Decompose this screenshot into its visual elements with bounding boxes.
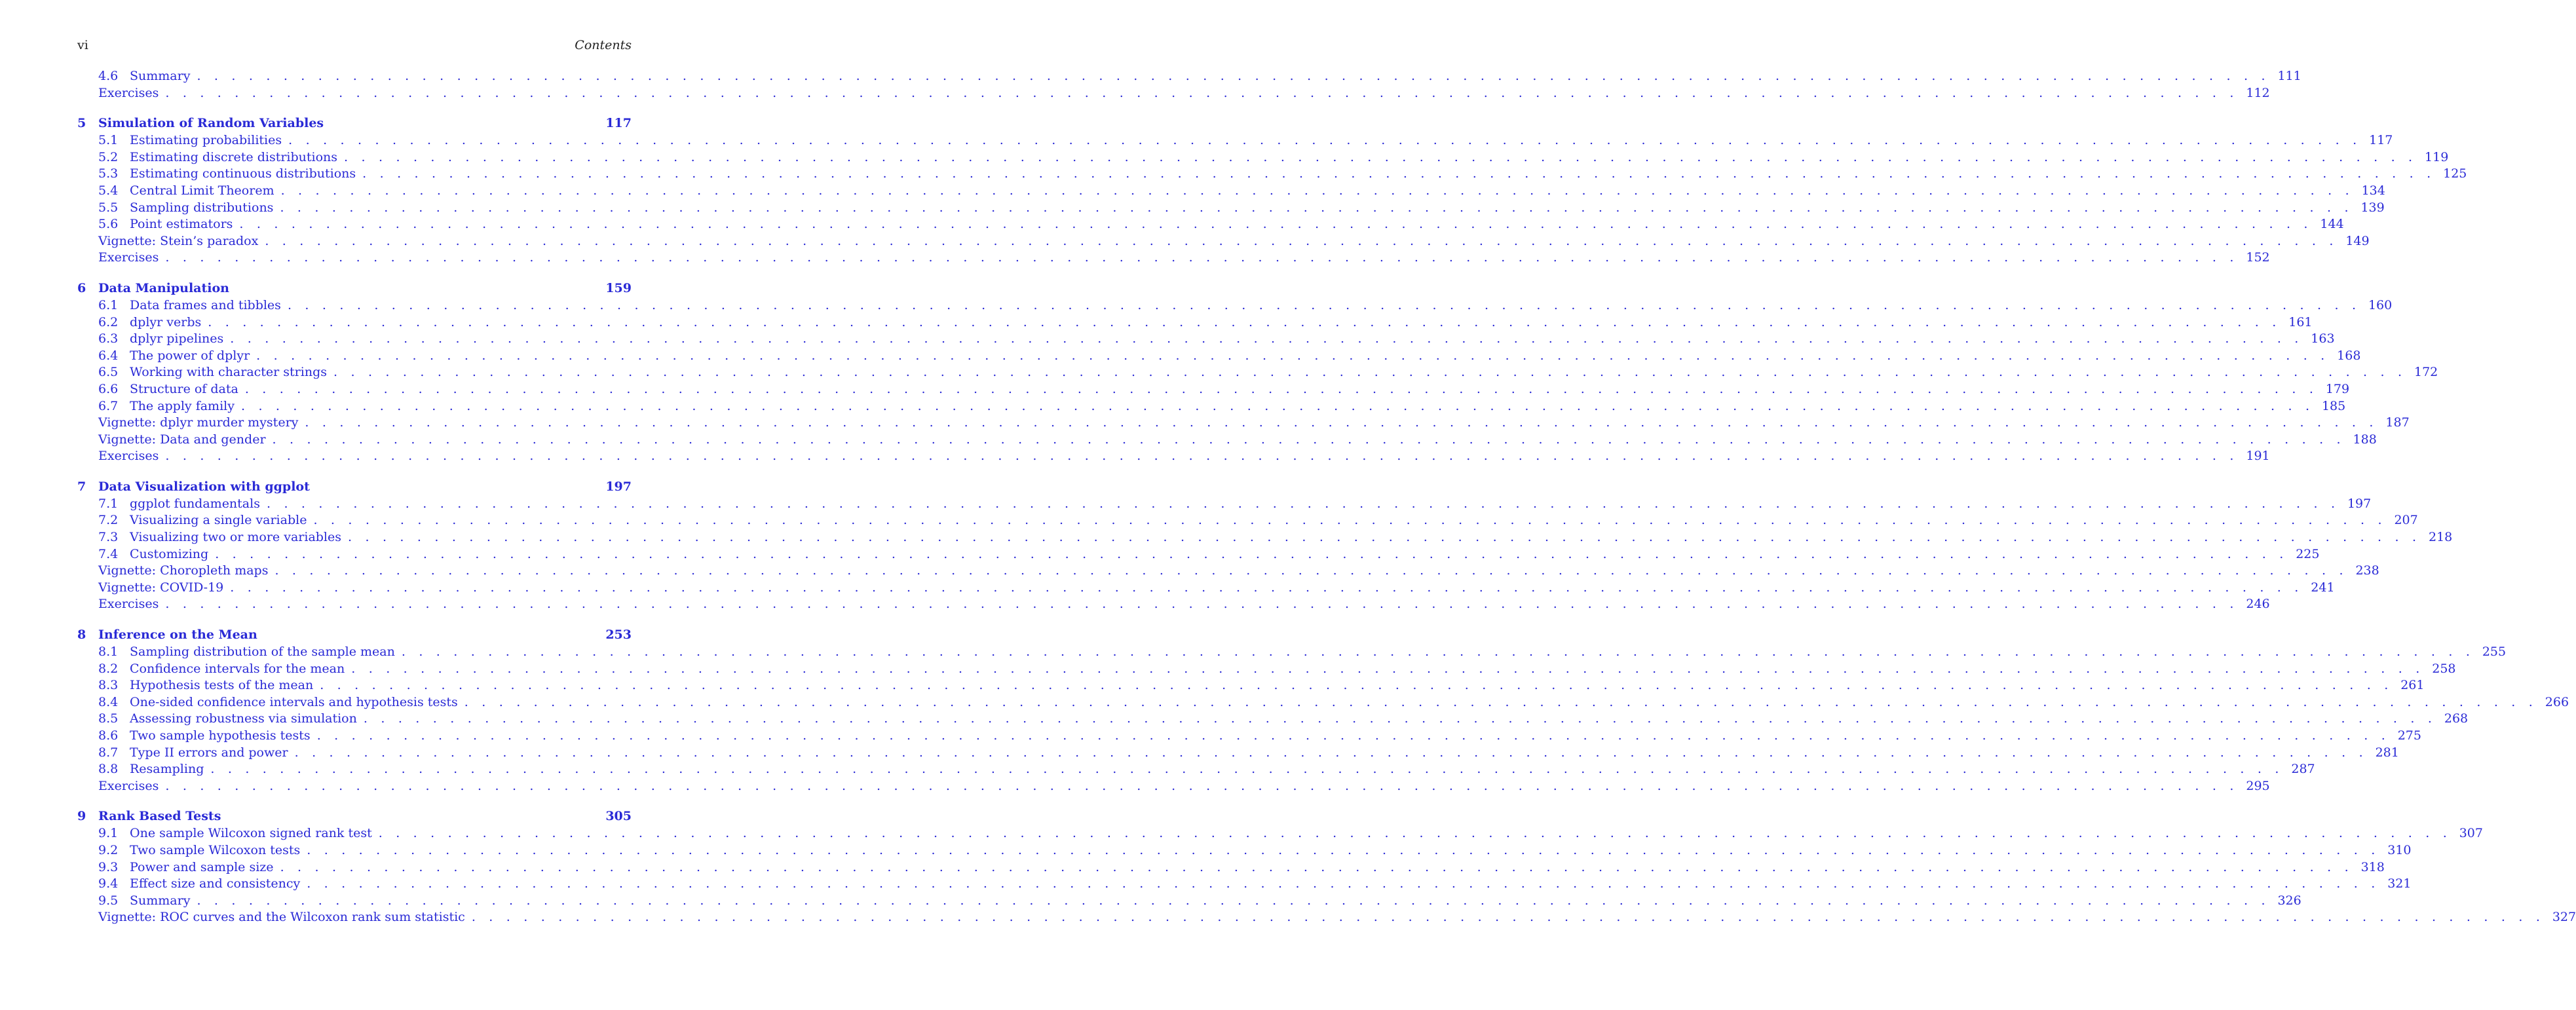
toc-entry-page: 268 (2444, 711, 2469, 726)
toc-entry-page: 197 (605, 479, 632, 494)
toc-entry-number: 6.6 (98, 381, 119, 396)
dot-leader: . . . . . . . . . . . . . . . . . . . . . . . . . . . . . . . . . . . . . . . . . . . . . . . . . . . . . . . . . . . . . . . . . . . . . . . . . . . . . . . . . . . . . . . . . . . . . . . . . . . . . . . . . . . . . . . . . . . . . . . . (280, 183, 2354, 198)
dot-leader: . . . . . . . . . . . . . . . . . . . . . . . . . . . . . . . . . . . . . . . . . . . . . . . . . . . . . . . . . . . . . . . . . . . . . . . . . . . . . . . . . . . . . . . . . . . . . . . . . . . . . . . . . . . . . . . . . . . . . . . . (165, 597, 2239, 612)
toc-entry-label: One sample Wilcoxon signed rank test (130, 826, 372, 841)
toc-entry-page: 310 (2387, 842, 2412, 857)
toc-entry-number: 9.5 (98, 893, 119, 908)
toc-entry[interactable] (77, 876, 2412, 893)
toc-entry-page: 125 (2443, 166, 2467, 181)
dot-leader: . . . . . . . . . . . . . . . . . . . . . . . . . . . . . . . . . . . . . . . . . . . . . . . . . . . . . . . . . . . . . . . . . . . . . . . . . . . . . . . . . . . . . . . . . . . . . . . . . . . . . . . . . . . . . . . . . . . . . . . . (240, 398, 2315, 413)
dot-leader: . . . . . . . . . . . . . . . . . . . . . . . . . . . . . . . . . . . . . . . . . . . . . . . . . . . . . . . . . . . . . . . . . . . . . . . . . . . . . . . . . . . . . . . . . . . . . . . . . . . . . . . . . . . . . . . . . . . . . . . . (210, 762, 2284, 777)
toc-entry[interactable] (77, 661, 2456, 678)
dot-leader: . . . . . . . . . . . . . . . . . . . . . . . . . . . . . . . . . . . . . . . . . . . . . . . . . . . . . . . . . . . . . . . . . . . . . . . . . . . . . . . . . . . . . . . . . . . . . . . . . . . . . . . . . . . . . . . . . . . . . . . . (230, 331, 2303, 346)
dot-leader: . . . . . . . . . . . . . . . . . . . . . . . . . . . . . . . . . . . . . . . . . . . . . . . . . . . . . . . . . . . . . . . . . . . . . . . . . . . . . . . . . . . . . . . . . . . . . . . . . . . . . . . . . . . . . . . . . . . . . . . . (320, 678, 2393, 693)
toc-entry-number: 9.4 (98, 876, 119, 891)
toc-entry-label: Exercises (98, 597, 159, 612)
dot-leader: . . . . . . . . . . . . . . . . . . . . . . . . . . . . . . . . . . . . . . . . . . . . . . . . . . . . . . . . . . . . . . . . . . . . . . . . . . . . . . . . . . . . . . . . . . . . . . . . . . . . . . . . . . . . . . . . . . . . . . . . (363, 711, 2437, 726)
dot-leader: . . . . . . . . . . . . . . . . . . . . . . . . . . . . . . . . . . . . . . . . . . . . . . . . . . . . . . . . . . . . . . . . . . . . . . . . . . . . . . . . . . . . . . . . . . . . . . . . . . . . . . . . . . . . . . . . . . . . . . . . (362, 166, 2436, 181)
toc-entry-label: Vignette: ROC curves and the Wilcoxon rank sum statistic (98, 910, 465, 925)
toc-entry-number: 5.1 (98, 133, 119, 148)
toc-entry[interactable] (77, 331, 2335, 348)
toc-entry[interactable] (77, 68, 2301, 85)
toc-entry[interactable] (77, 825, 2483, 842)
dot-leader: . . . . . . . . . . . . . . . . . . . . . . . . . . . . . . . . . . . . . . . . . . . . . . . . . . . . . . . . . . . . . . . . . . . . . . . . . . . . . . . . . . . . . . . . . . . . . . . . . . . . . . . . . . . . . . . . . . . . . . . . (401, 645, 2475, 660)
dot-leader: . . . . . . . . . . . . . . . . . . . . . . . . . . . . . . . . . . . . . . . . . . . . . . . . . . . . . . . . . . . . . . . . . . . . . . . . . . . . . . . . . . . . . . . . . . . . . . . . . . . . . . . . . . . . . . . . . . . . . . . . (287, 297, 2361, 312)
dot-leader: . . . . . . . . . . . . . . . . . . . . . . . . . . . . . . . . . . . . . . . . . . . . . . . . . . . . . . . . . . . . . . . . . . . . . . . . . . . . . . . . . . . . . . . . . . . . . . . . . . . . . . . . . . . . . . . . . . . . . . . . (272, 432, 2345, 447)
toc-entry-number: 7.2 (98, 513, 119, 528)
dot-leader: . . . . . . . . . . . . . . . . . . . . . . . . . . . . . . . . . . . . . . . . . . . . . . . . . . . . . . . . . . . . . . . . . . . . . . . . . . . . . . . . . . . . . . . . . . . . . . . . . . . . . . . . . . . . . . . . . . . . . . . . (165, 778, 2239, 793)
toc-entry-label: Exercises (98, 449, 159, 464)
toc-entry-number: 8.6 (98, 728, 119, 743)
dot-leader: . . . . . . . . . . . . . . . . . . . . . . . . . . . . . . . . . . . . . . . . . . . . . . . . . . . . . . . . . . . . . . . . . . . . . . . . . . . . . . . . . . . . . . . . . . . . . . . . . . . . . . . . . . . . . . . . . . . . . . . . (471, 910, 2545, 925)
toc-entry-label: Data frames and tibbles (130, 297, 281, 312)
toc-entry-label: Central Limit Theorem (130, 183, 275, 198)
toc-entry-label: Point estimators (130, 217, 233, 232)
toc-entry-page: 218 (2429, 530, 2453, 545)
toc-entry-page: 117 (605, 116, 632, 131)
toc-entry-number: 7.1 (98, 496, 119, 511)
toc-entry-number: 5.2 (98, 149, 119, 164)
toc-entry-label: The apply family (130, 398, 235, 413)
toc-entry-page: 238 (2355, 563, 2379, 578)
toc-entry-page: 241 (2311, 580, 2335, 595)
dot-leader: . . . . . . . . . . . . . . . . . . . . . . . . . . . . . . . . . . . . . . . . . . . . . . . . . . . . . . . . . . . . . . . . . . . . . . . . . . . . . . . . . . . . . . . . . . . . . . . . . . . . . . . . . . . . . . . . . . . . . . . . (294, 745, 2368, 760)
dot-leader: . . . . . . . . . . . . . . . . . . . . . . . . . . . . . . . . . . . . . . . . . . . . . . . . . . . . . . . . . . . . . . . . . . . . . . . . . . . . . . . . . . . . . . . . . . . . . . . . . . . . . . . . . . . . . . . . . . . . . . . . (313, 513, 2387, 528)
toc-entry-number: 9.2 (98, 842, 119, 857)
toc-entry-label: Customizing (130, 546, 209, 561)
toc-entry-label: Rank Based Tests (98, 809, 221, 824)
dot-leader: . . . . . . . . . . . . . . . . . . . . . . . . . . . . . . . . . . . . . . . . . . . . . . . . . . . . . . . . . . . . . . . . . . . . . . . . . . . . . . . . . . . . . . . . . . . . . . . . . . . . . . . . . . . . . . . . . . . . . . . . (239, 217, 2313, 232)
toc-entry-page: 326 (2277, 893, 2301, 908)
toc-entry[interactable] (77, 496, 2372, 513)
toc-entry-page: 163 (2311, 331, 2335, 346)
toc-entry-number: 4.6 (98, 69, 119, 83)
dot-leader: . . . . . . . . . . . . . . . . . . . . . . . . . . . . . . . . . . . . . . . . . . . . . . . . . . . . . . . . . . . . . . . . . . . . . . . . . . . . . . . . . . . . . . . . . . . . . . . . . . . . . . . . . . . . . . . . . . . . . . . . (256, 348, 2330, 363)
toc-entry-label: Data Visualization with ggplot (98, 479, 310, 494)
toc-entry[interactable] (77, 778, 2270, 795)
toc-entry-page: 255 (2482, 645, 2507, 660)
toc-entry[interactable] (77, 233, 2370, 250)
toc-entry-page: 261 (2400, 678, 2425, 693)
toc-entry-label: Simulation of Random Variables (98, 116, 324, 131)
toc-entry-label: Structure of data (130, 381, 238, 396)
toc-entry[interactable] (77, 297, 2393, 314)
toc-entry-page: 295 (2246, 778, 2270, 793)
dot-leader: . . . . . . . . . . . . . . . . . . . . . . . . . . . . . . . . . . . . . . . . . . . . . . . . . . . . . . . . . . . . . . . . . . . . . . . . . . . . . . . . . . . . . . . . . . . . . . . . . . . . . . . . . . . . . . . . . . . . . . . . (333, 365, 2407, 380)
toc-entry[interactable] (77, 149, 2449, 166)
toc-entry-page: 253 (605, 627, 632, 643)
toc-entry-page: 281 (2375, 745, 2399, 760)
toc-entry-number: 7 (77, 479, 86, 494)
toc-entry-number: 6.4 (98, 348, 119, 363)
toc-entry[interactable] (77, 448, 2270, 465)
toc-entry[interactable] (77, 85, 2270, 102)
toc-entry-label: Assessing robustness via simulation (130, 711, 357, 726)
toc-entry-number: 5.4 (98, 183, 119, 198)
toc-entry[interactable] (77, 381, 2350, 398)
toc-entry-number: 6.1 (98, 297, 119, 312)
toc-entry-label: Estimating continuous distributions (130, 166, 356, 181)
toc-entry-number: 8.4 (98, 694, 119, 709)
toc-entry-page: 185 (2321, 398, 2346, 413)
toc-entry-page: 188 (2353, 432, 2377, 447)
toc-entry[interactable] (77, 761, 2315, 778)
toc-entry-number: 7.3 (98, 530, 119, 545)
toc-entry-number: 9.1 (98, 826, 119, 841)
toc-entry-page: 258 (2432, 661, 2456, 676)
toc-entry-page: 287 (2291, 762, 2315, 777)
dot-leader: . . . . . . . . . . . . . . . . . . . . . . . . . . . . . . . . . . . . . . . . . . . . . . . . . . . . . . . . . . . . . . . . . . . . . . . . . . . . . . . . . . . . . . . . . . . . . . . . . . . . . . . . . . . . . . . . . . . . . . . . (165, 250, 2239, 265)
toc-entry[interactable] (77, 596, 2270, 613)
toc-entry-page: 111 (2277, 69, 2301, 83)
toc-entry[interactable] (77, 745, 2399, 762)
toc-entry[interactable] (77, 166, 2467, 183)
dot-leader: . . . . . . . . . . . . . . . . . . . . . . . . . . . . . . . . . . . . . . . . . . . . . . . . . . . . . . . . . . . . . . . . . . . . . . . . . . . . . . . . . . . . . . . . . . . . . . . . . . . . . . . . . . . . . . . . . . . . . . . . (275, 563, 2348, 578)
toc-entry-page: 207 (2394, 513, 2418, 528)
toc-entry-label: Sampling distributions (130, 200, 274, 215)
toc-entry-page: 172 (2414, 365, 2438, 380)
page-header (77, 38, 632, 55)
toc-entry-page: 305 (605, 809, 632, 824)
toc-entry[interactable] (77, 842, 2412, 859)
toc-entry-label: Summary (130, 69, 191, 83)
toc-entry-page: 144 (2320, 217, 2344, 232)
toc-entry-page: 119 (2425, 149, 2449, 164)
dot-leader: . . . . . . . . . . . . . . . . . . . . . . . . . . . . . . . . . . . . . . . . . . . . . . . . . . . . . . . . . . . . . . . . . . . . . . . . . . . . . . . . . . . . . . . . . . . . . . . . . . . . . . . . . . . . . . . . . . . . . . . . (165, 85, 2239, 100)
toc-entry[interactable] (77, 644, 2507, 661)
toc-entry-page: 134 (2361, 183, 2385, 198)
toc-entry-number: 6.5 (98, 365, 119, 380)
toc-entry-page: 307 (2459, 826, 2483, 841)
toc-entry-number: 7.4 (98, 546, 119, 561)
toc-entry[interactable] (77, 415, 2410, 432)
toc-entry-page: 149 (2345, 233, 2370, 248)
dot-leader: . . . . . . . . . . . . . . . . . . . . . . . . . . . . . . . . . . . . . . . . . . . . . . . . . . . . . . . . . . . . . . . . . . . . . . . . . . . . . . . . . . . . . . . . . . . . . . . . . . . . . . . . . . . . . . . . . . . . . . . . (165, 449, 2239, 464)
table-of-contents (77, 68, 2576, 926)
toc-entry-label: Two sample hypothesis tests (130, 728, 311, 743)
toc-entry-label: Exercises (98, 85, 159, 100)
toc-entry[interactable] (77, 314, 2313, 331)
toc-entry-number: 8.7 (98, 745, 119, 760)
toc-entry-page: 161 (2288, 314, 2313, 329)
toc-entry-page: 139 (2360, 200, 2385, 215)
toc-entry-label: Estimating probabilities (130, 133, 282, 148)
toc-entry[interactable] (77, 893, 2301, 910)
toc-entry-page: 321 (2387, 876, 2412, 891)
toc-entry-page: 112 (2246, 85, 2270, 100)
toc-entry-page: 225 (2296, 546, 2320, 561)
toc-entry-label: Hypothesis tests of the mean (130, 678, 314, 693)
toc-entry-label: Vignette: Choropleth maps (98, 563, 269, 578)
toc-chapter-entry[interactable] (77, 626, 632, 644)
toc-entry-label: Effect size and consistency (130, 876, 301, 891)
dot-leader: . . . . . . . . . . . . . . . . . . . . . . . . . . . . . . . . . . . . . . . . . . . . . . . . . . . . . . . . . . . . . . . . . . . . . . . . . . . . . . . . . . . . . . . . . . . . . . . . . . . . . . . . . . . . . . . . . . . . . . . . (266, 496, 2340, 511)
toc-entry-label: Vignette: Data and gender (98, 432, 266, 447)
toc-entry-number: 8.2 (98, 661, 119, 676)
toc-entry-label: Two sample Wilcoxon tests (130, 842, 301, 857)
toc-entry-number: 8 (77, 627, 86, 643)
toc-entry-label: Resampling (130, 762, 204, 777)
dot-leader: . . . . . . . . . . . . . . . . . . . . . . . . . . . . . . . . . . . . . . . . . . . . . . . . . . . . . . . . . . . . . . . . . . . . . . . . . . . . . . . . . . . . . . . . . . . . . . . . . . . . . . . . . . . . . . . . . . . . . . . . (288, 133, 2362, 148)
toc-entry[interactable] (77, 529, 2453, 546)
toc-entry-page: 197 (2347, 496, 2372, 511)
dot-leader: . . . . . . . . . . . . . . . . . . . . . . . . . . . . . . . . . . . . . . . . . . . . . . . . . . . . . . . . . . . . . . . . . . . . . . . . . . . . . . . . . . . . . . . . . . . . . . . . . . . . . . . . . . . . . . . . . . . . . . . . (307, 842, 2380, 857)
toc-entry-number: 6.7 (98, 398, 119, 413)
toc-entry[interactable] (77, 728, 2421, 745)
toc-entry-number: 6.3 (98, 331, 119, 346)
toc-entry-label: Visualizing a single variable (130, 513, 307, 528)
dot-leader: . . . . . . . . . . . . . . . . . . . . . . . . . . . . . . . . . . . . . . . . . . . . . . . . . . . . . . . . . . . . . . . . . . . . . . . . . . . . . . . . . . . . . . . . . . . . . . . . . . . . . . . . . . . . . . . . . . . . . . . . (378, 826, 2452, 841)
toc-entry-number: 5.3 (98, 166, 119, 181)
dot-leader: . . . . . . . . . . . . . . . . . . . . . . . . . . . . . . . . . . . . . . . . . . . . . . . . . . . . . . . . . . . . . . . . . . . . . . . . . . . . . . . . . . . . . . . . . . . . . . . . . . . . . . . . . . . . . . . . . . . . . . . . (208, 314, 2281, 329)
toc-entry[interactable] (77, 563, 2379, 580)
toc-entry-label: Data Manipulation (98, 280, 229, 295)
dot-leader: . . . . . . . . . . . . . . . . . . . . . . . . . . . . . . . . . . . . . . . . . . . . . . . . . . . . . . . . . . . . . . . . . . . . . . . . . . . . . . . . . . . . . . . . . . . . . . . . . . . . . . . . . . . . . . . . . . . . . . . . (344, 149, 2417, 164)
toc-chapter-entry[interactable] (77, 808, 632, 825)
dot-leader: . . . . . . . . . . . . . . . . . . . . . . . . . . . . . . . . . . . . . . . . . . . . . . . . . . . . . . . . . . . . . . . . . . . . . . . . . . . . . . . . . . . . . . . . . . . . . . . . . . . . . . . . . . . . . . . . . . . . . . . . (464, 694, 2538, 709)
toc-entry[interactable] (77, 580, 2335, 597)
toc-entry[interactable] (77, 250, 2270, 267)
dot-leader: . . . . . . . . . . . . . . . . . . . . . . . . . . . . . . . . . . . . . . . . . . . . . . . . . . . . . . . . . . . . . . . . . . . . . . . . . . . . . . . . . . . . . . . . . . . . . . . . . . . . . . . . . . . . . . . . . . . . . . . . (305, 415, 2378, 430)
toc-entry-label: Working with character strings (130, 365, 327, 380)
toc-entry-label: dplyr pipelines (130, 331, 224, 346)
toc-entry-number: 9.3 (98, 859, 119, 874)
toc-entry-label: Inference on the Mean (98, 627, 257, 643)
toc-entry-number: 6 (77, 280, 86, 295)
dot-leader: . . . . . . . . . . . . . . . . . . . . . . . . . . . . . . . . . . . . . . . . . . . . . . . . . . . . . . . . . . . . . . . . . . . . . . . . . . . . . . . . . . . . . . . . . . . . . . . . . . . . . . . . . . . . . . . . . . . . . . . . (215, 546, 2288, 561)
toc-entry[interactable] (77, 512, 2418, 529)
toc-entry-page: 266 (2545, 694, 2569, 709)
toc-entry-number: 5 (77, 116, 86, 131)
toc-entry-page: 152 (2246, 250, 2270, 265)
toc-entry-page: 168 (2337, 348, 2361, 363)
toc-entry[interactable] (77, 348, 2361, 365)
toc-entry[interactable] (77, 432, 2377, 449)
toc-entry-number: 8.8 (98, 762, 119, 777)
toc-entry-number: 8.1 (98, 645, 119, 660)
toc-entry-number: 5.5 (98, 200, 119, 215)
toc-entry[interactable] (77, 364, 2438, 381)
toc-entry[interactable] (77, 398, 2346, 415)
toc-entry-number: 8.5 (98, 711, 119, 726)
toc-entry-page: 117 (2369, 133, 2393, 148)
toc-entry-label: Power and sample size (130, 859, 274, 874)
toc-entry-page: 246 (2246, 597, 2270, 612)
dot-leader: . . . . . . . . . . . . . . . . . . . . . . . . . . . . . . . . . . . . . . . . . . . . . . . . . . . . . . . . . . . . . . . . . . . . . . . . . . . . . . . . . . . . . . . . . . . . . . . . . . . . . . . . . . . . . . . . . . . . . . . . (244, 381, 2319, 396)
toc-entry[interactable] (77, 859, 2385, 876)
toc-entry[interactable] (77, 216, 2344, 233)
dot-leader: . . . . . . . . . . . . . . . . . . . . . . . . . . . . . . . . . . . . . . . . . . . . . . . . . . . . . . . . . . . . . . . . . . . . . . . . . . . . . . . . . . . . . . . . . . . . . . . . . . . . . . . . . . . . . . . . . . . . . . . . (351, 661, 2425, 676)
dot-leader: . . . . . . . . . . . . . . . . . . . . . . . . . . . . . . . . . . . . . . . . . . . . . . . . . . . . . . . . . . . . . . . . . . . . . . . . . . . . . . . . . . . . . . . . . . . . . . . . . . . . . . . . . . . . . . . . . . . . . . . . (197, 893, 2270, 908)
dot-leader: . . . . . . . . . . . . . . . . . . . . . . . . . . . . . . . . . . . . . . . . . . . . . . . . . . . . . . . . . . . . . . . . . . . . . . . . . . . . . . . . . . . . . . . . . . . . . . . . . . . . . . . . . . . . . . . . . . . . . . . . (348, 530, 2421, 545)
toc-entry-label: Exercises (98, 778, 159, 793)
toc-entry-label: Vignette: COVID-19 (98, 580, 224, 595)
toc-entry-number: 8.3 (98, 678, 119, 693)
toc-entry-label: ggplot fundamentals (130, 496, 260, 511)
toc-entry-number: 9 (77, 809, 86, 824)
dot-leader: . . . . . . . . . . . . . . . . . . . . . . . . . . . . . . . . . . . . . . . . . . . . . . . . . . . . . . . . . . . . . . . . . . . . . . . . . . . . . . . . . . . . . . . . . . . . . . . . . . . . . . . . . . . . . . . . . . . . . . . . (280, 859, 2353, 874)
toc-entry-label: Sampling distribution of the sample mean (130, 645, 395, 660)
toc-entry[interactable] (77, 132, 2393, 149)
page-number: vi (77, 38, 88, 52)
toc-entry-label: The power of dplyr (130, 348, 250, 363)
toc-entry[interactable] (77, 694, 2569, 711)
toc-entry-page: 160 (2368, 297, 2393, 312)
toc-entry-label: Estimating discrete distributions (130, 149, 338, 164)
toc-entry-page: 179 (2325, 381, 2350, 396)
toc-entry-page: 159 (605, 280, 632, 295)
toc-entry-page: 275 (2397, 728, 2421, 743)
toc-entry-label: Vignette: dplyr murder mystery (98, 415, 299, 430)
toc-entry-label: Visualizing two or more variables (130, 530, 341, 545)
toc-entry-label: Vignette: Stein’s paradox (98, 233, 259, 248)
toc-entry-label: Confidence intervals for the mean (130, 661, 345, 676)
toc-entry[interactable] (77, 909, 2576, 926)
dot-leader: . . . . . . . . . . . . . . . . . . . . . . . . . . . . . . . . . . . . . . . . . . . . . . . . . . . . . . . . . . . . . . . . . . . . . . . . . . . . . . . . . . . . . . . . . . . . . . . . . . . . . . . . . . . . . . . . . . . . . . . . (197, 69, 2270, 83)
toc-entry-page: 191 (2246, 449, 2270, 464)
toc-entry[interactable] (77, 200, 2385, 217)
toc-entry[interactable] (77, 677, 2425, 694)
toc-entry-page: 187 (2385, 415, 2410, 430)
toc-entry-label: dplyr verbs (130, 314, 202, 329)
dot-leader: . . . . . . . . . . . . . . . . . . . . . . . . . . . . . . . . . . . . . . . . . . . . . . . . . . . . . . . . . . . . . . . . . . . . . . . . . . . . . . . . . . . . . . . . . . . . . . . . . . . . . . . . . . . . . . . . . . . . . . . . (307, 876, 2380, 891)
toc-chapter-entry[interactable] (77, 280, 632, 297)
toc-entry-number: 6.2 (98, 314, 119, 329)
dot-leader: . . . . . . . . . . . . . . . . . . . . . . . . . . . . . . . . . . . . . . . . . . . . . . . . . . . . . . . . . . . . . . . . . . . . . . . . . . . . . . . . . . . . . . . . . . . . . . . . . . . . . . . . . . . . . . . . . . . . . . . . (265, 233, 2338, 248)
toc-entry[interactable] (77, 546, 2320, 563)
toc-entry[interactable] (77, 711, 2469, 728)
toc-entry-number: 5.6 (98, 217, 119, 232)
running-title: Contents (575, 38, 632, 52)
toc-entry-label: Summary (130, 893, 191, 908)
dot-leader: . . . . . . . . . . . . . . . . . . . . . . . . . . . . . . . . . . . . . . . . . . . . . . . . . . . . . . . . . . . . . . . . . . . . . . . . . . . . . . . . . . . . . . . . . . . . . . . . . . . . . . . . . . . . . . . . . . . . . . . . (316, 728, 2390, 743)
toc-entry[interactable] (77, 183, 2385, 200)
toc-entry-page: 327 (2552, 910, 2576, 925)
dot-leader: . . . . . . . . . . . . . . . . . . . . . . . . . . . . . . . . . . . . . . . . . . . . . . . . . . . . . . . . . . . . . . . . . . . . . . . . . . . . . . . . . . . . . . . . . . . . . . . . . . . . . . . . . . . . . . . . . . . . . . . . (280, 200, 2353, 215)
toc-entry-label: One-sided confidence intervals and hypothesis tests (130, 694, 458, 709)
dot-leader: . . . . . . . . . . . . . . . . . . . . . . . . . . . . . . . . . . . . . . . . . . . . . . . . . . . . . . . . . . . . . . . . . . . . . . . . . . . . . . . . . . . . . . . . . . . . . . . . . . . . . . . . . . . . . . . . . . . . . . . . (230, 580, 2303, 595)
toc-entry-page: 318 (2360, 859, 2385, 874)
toc-entry-label: Exercises (98, 250, 159, 265)
toc-chapter-entry[interactable] (77, 478, 632, 496)
toc-entry-label: Type II errors and power (130, 745, 288, 760)
toc-chapter-entry[interactable] (77, 115, 632, 132)
